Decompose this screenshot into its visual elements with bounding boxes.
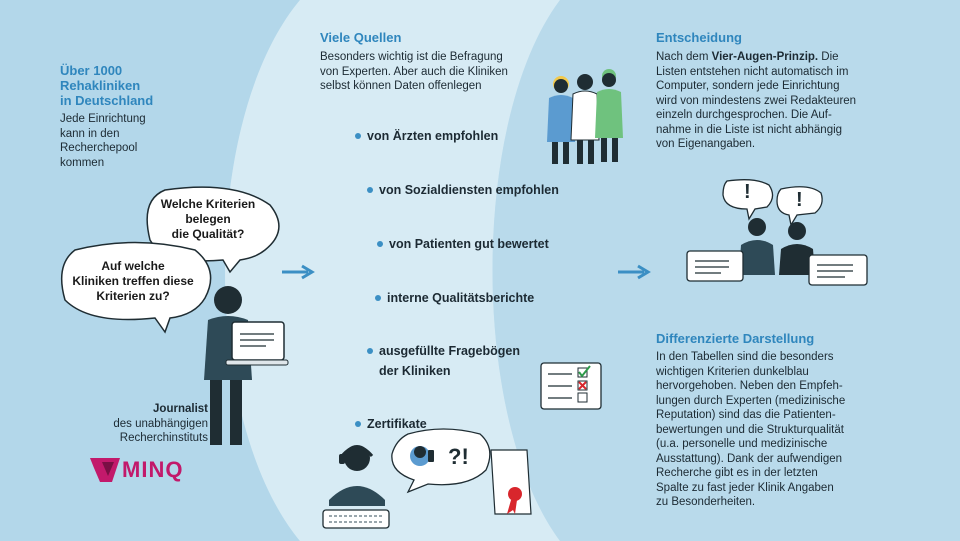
middle-title: Viele Quellen	[320, 30, 402, 45]
diff-line: Reputation) sind das die Patienten-	[656, 409, 836, 421]
journalist-caption	[88, 402, 208, 446]
editor-person-icon	[739, 218, 775, 275]
diff-line: hervorgehoben. Neben den Empfeh-	[656, 380, 843, 392]
exclamation-mark: !	[744, 181, 751, 203]
laptop-icon	[809, 255, 867, 285]
bubble-quality-text	[148, 197, 268, 242]
left-title-line: Über 1000	[60, 63, 123, 78]
journalist-leg	[210, 380, 222, 445]
decision-line	[656, 50, 906, 65]
doctor-group-icon	[543, 62, 625, 168]
bubble-line: Kriterien zu?	[96, 289, 170, 303]
journalist-title: Journalist	[153, 403, 208, 415]
bullet-item	[355, 128, 498, 144]
bubble-line: Auf welche	[101, 259, 165, 273]
bullet-dot	[355, 421, 361, 427]
diff-line: lungen durch Experten (medizinische	[656, 394, 846, 407]
bubble-criteria-text	[58, 259, 208, 304]
bullet-dot	[367, 348, 373, 354]
journalist-line: Recherchinstituts	[119, 432, 208, 444]
decision-line: nahme in die Liste ist nicht abhängig	[656, 123, 843, 136]
middle-text	[320, 50, 508, 94]
bullet-text: von Sozialdiensten empfohlen	[379, 183, 559, 197]
minq-logo-text: MINQ	[122, 457, 184, 482]
decision-text-span: Die	[818, 51, 839, 63]
keyboard-icon	[323, 510, 389, 528]
left-text-line: kann in den	[60, 127, 120, 140]
decision-text	[656, 50, 906, 152]
bullet-dot	[367, 187, 373, 193]
middle-text-line: selbst können Daten offenlegen	[320, 80, 482, 92]
bullet-text: ausgefüllte Fragebögen	[379, 344, 520, 358]
diff-text	[656, 350, 916, 510]
bullet-dot	[355, 133, 361, 139]
speech-symbols: ?!	[448, 444, 469, 469]
certificate-icon	[487, 448, 533, 518]
diff-line: zu Besonderheiten.	[656, 496, 756, 508]
decision-line: Listen entstehen nicht automatisch im	[656, 65, 849, 78]
phone-speech-bubble	[388, 428, 498, 494]
decision-line: wird von mindestens zwei Redakteuren	[656, 94, 857, 107]
minq-logo	[90, 455, 183, 485]
left-title	[60, 63, 153, 108]
bullet-text: Zertifikate	[367, 417, 427, 431]
diff-line: Ausstattung). Dank der aufwendigen	[656, 452, 843, 465]
middle-text-line: Besonders wichtig ist die Befragung	[320, 51, 503, 63]
bullet-dot	[377, 241, 383, 247]
bubble-line: belegen	[185, 212, 231, 226]
left-text-line: kommen	[60, 156, 105, 169]
headset-person-icon	[315, 440, 395, 532]
diff-line: wichtigen Kriterien dunkelblau	[656, 365, 809, 378]
bullet-text: von Ärzten empfohlen	[367, 129, 499, 143]
left-title-line: in Deutschland	[60, 93, 154, 108]
bullet-text: interne Qualitätsberichte	[387, 291, 535, 305]
journalist-line: des unabhängigen	[113, 417, 208, 430]
editors-illustration	[685, 175, 870, 287]
laptop-icon	[226, 322, 288, 365]
checklist-icon	[540, 362, 602, 410]
decision-line: Computer, sondern jede Einrichtung	[656, 80, 840, 92]
diff-line: bewertungen und die Strukturqualität	[656, 423, 844, 436]
arrow-right-icon	[616, 264, 652, 280]
left-title-line: Rehakliniken	[60, 78, 141, 93]
diff-line: (u.a. personelle und medizinische	[656, 438, 828, 450]
diff-title: Differenzierte Darstellung	[656, 331, 815, 346]
bullet-item	[367, 343, 520, 379]
decision-line: von Eigenangaben.	[656, 138, 756, 150]
bullet-text: der Kliniken	[379, 364, 451, 378]
diff-line: In den Tabellen sind die besonders	[656, 351, 834, 363]
bullet-text: von Patienten gut bewertet	[389, 237, 549, 251]
bubble-line: die Qualität?	[171, 227, 245, 241]
diff-line: Recherche gibt es in der letzten	[656, 467, 818, 479]
decision-title: Entscheidung	[656, 30, 742, 45]
journalist-head	[214, 286, 242, 314]
exclamation-mark: !	[796, 189, 803, 211]
bullet-dot	[375, 295, 381, 301]
bubble-line: Kliniken treffen diese	[72, 274, 194, 288]
bubble-line: Welche Kriterien	[160, 197, 256, 211]
left-text-line: Jede Einrichtung	[60, 113, 146, 125]
diff-line: Spalte zu fast jeder Klinik Angaben	[656, 481, 834, 494]
left-text-line: Recherchepool	[60, 142, 138, 154]
left-text	[60, 112, 146, 170]
decision-line: einzeln durchgesprochen. Die Auf-	[656, 109, 832, 121]
minq-logo-mark	[90, 458, 120, 482]
decision-highlight: Vier-Augen-Prinzip.	[711, 51, 819, 63]
bullet-item	[367, 182, 559, 198]
bullet-item	[377, 236, 549, 252]
journalist-leg	[230, 380, 242, 445]
arrow-right-icon	[280, 264, 316, 280]
middle-text-line: von Experten. Aber auch die Kliniken	[320, 65, 508, 78]
decision-text-span: Nach dem	[656, 51, 712, 63]
bullet-item	[375, 290, 534, 306]
laptop-icon	[687, 251, 743, 281]
